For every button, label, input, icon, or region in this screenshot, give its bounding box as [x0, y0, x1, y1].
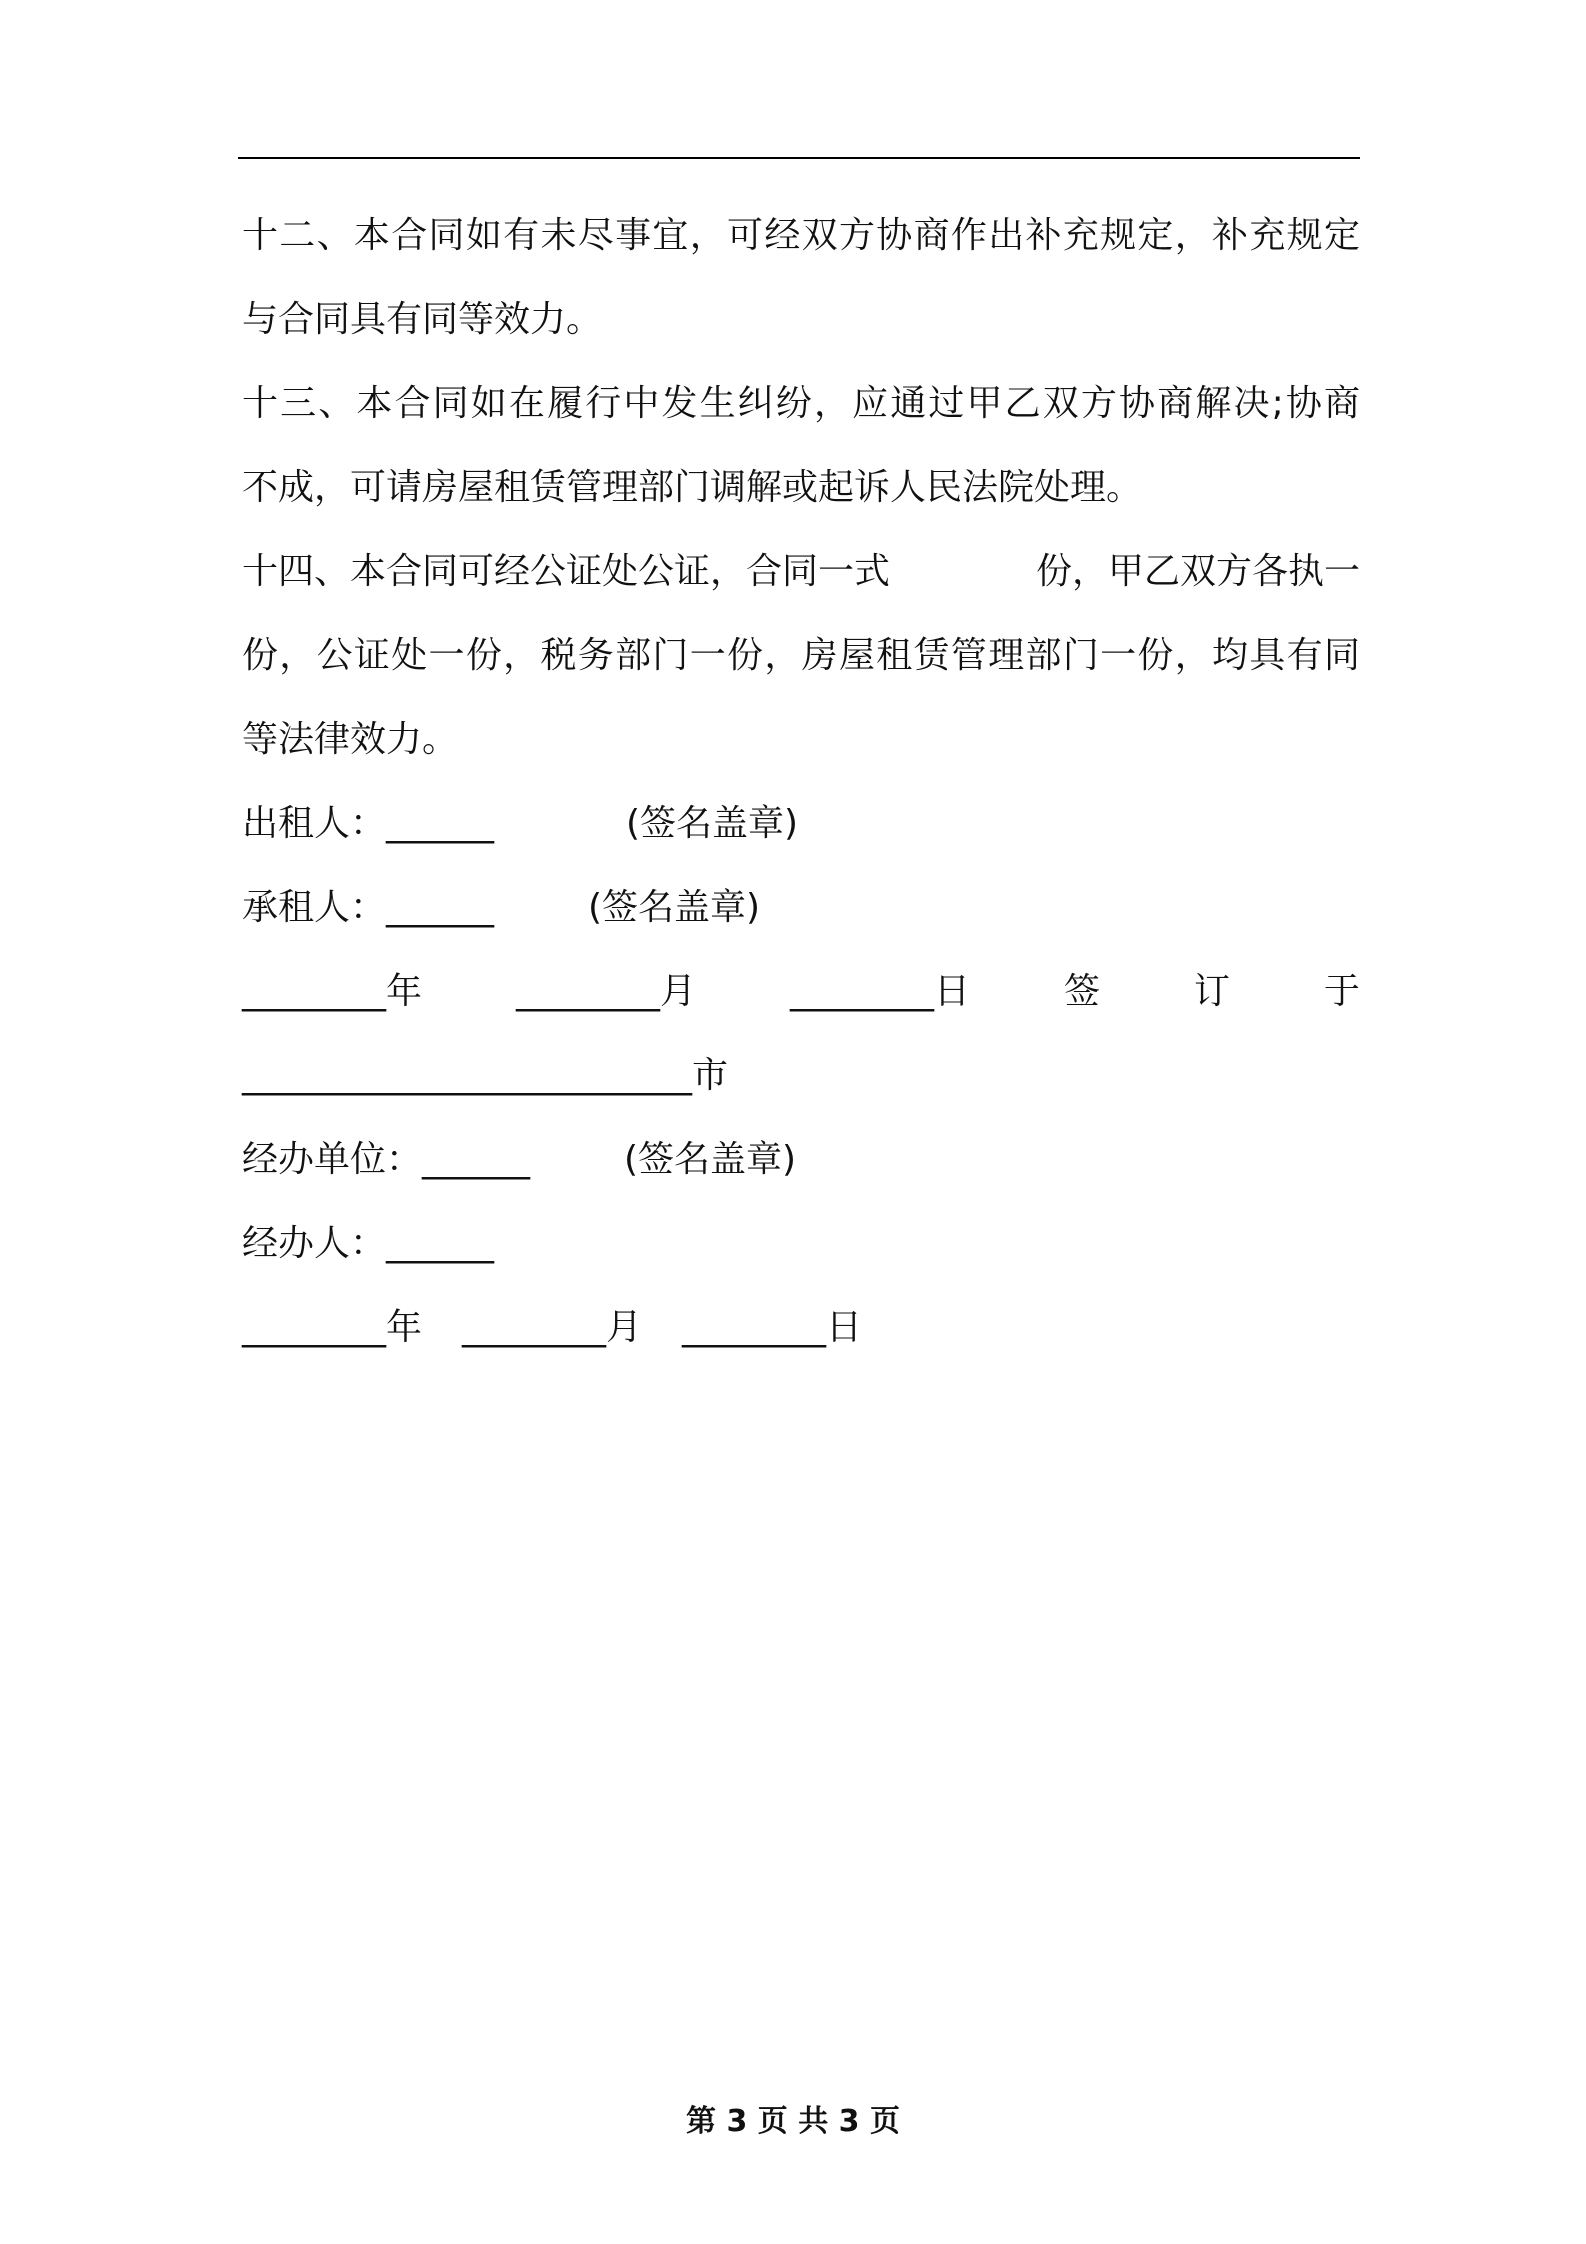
clause-14-line-1	[242, 530, 1360, 614]
sign-month: ________月	[515, 971, 696, 1012]
clause-14-line-3: 等法律效力。	[242, 719, 459, 760]
lessor-label: 出租人：______	[242, 803, 495, 844]
clause-13-line-2: 不成，可请房屋租赁管理部门调解或起诉人民法院处理。	[242, 467, 1143, 508]
signing-city-line: _________________________市	[242, 1055, 728, 1096]
clause-14-line-1-start: 十四、本合同可经公证处公证，合同一式	[242, 551, 891, 592]
sign-day: ________日	[789, 971, 970, 1012]
lessee-signature-line	[242, 866, 1360, 950]
final-day: ________日	[682, 1307, 863, 1348]
clause-14-line-1-end: 份，甲乙双方各执一	[1035, 551, 1360, 592]
signing-date-line	[242, 950, 1360, 1034]
lessor-signature-line	[242, 782, 1360, 866]
clause-13-line-1: 十三、本合同如在履行中发生纠纷，应通过甲乙双方协商解决;协商	[242, 383, 1360, 424]
clause-12-line-1: 十二、本合同如有未尽事宜，可经双方协商作出补充规定，补充规定	[242, 215, 1360, 256]
agency-signature-line	[242, 1118, 1360, 1202]
agency-seal-note: (签名盖章)	[624, 1139, 797, 1180]
lessor-seal-note: (签名盖章)	[626, 803, 799, 844]
clause-14-line-2: 份，公证处一份，税务部门一份，房屋租赁管理部门一份，均具有同	[242, 635, 1360, 676]
sign-year: ________年	[242, 971, 423, 1012]
sign-word-2: 订	[1193, 971, 1230, 1012]
final-month: ________月	[462, 1307, 643, 1348]
agency-label: 经办单位：______	[242, 1139, 531, 1180]
lessee-seal-note: (签名盖章)	[588, 887, 761, 928]
page-number: 第 3 页 共 3 页	[686, 2104, 900, 2139]
final-year: ________年	[242, 1307, 423, 1348]
handler-signature-line: 经办人：______	[242, 1223, 495, 1264]
document-body	[242, 194, 1360, 1370]
sign-word-1: 签	[1063, 971, 1100, 1012]
sign-word-3: 于	[1323, 971, 1360, 1012]
lessee-label: 承租人：______	[242, 887, 495, 928]
clause-12-line-2: 与合同具有同等效力。	[242, 299, 603, 340]
final-date-line	[242, 1286, 1360, 1370]
header-rule	[238, 157, 1360, 159]
